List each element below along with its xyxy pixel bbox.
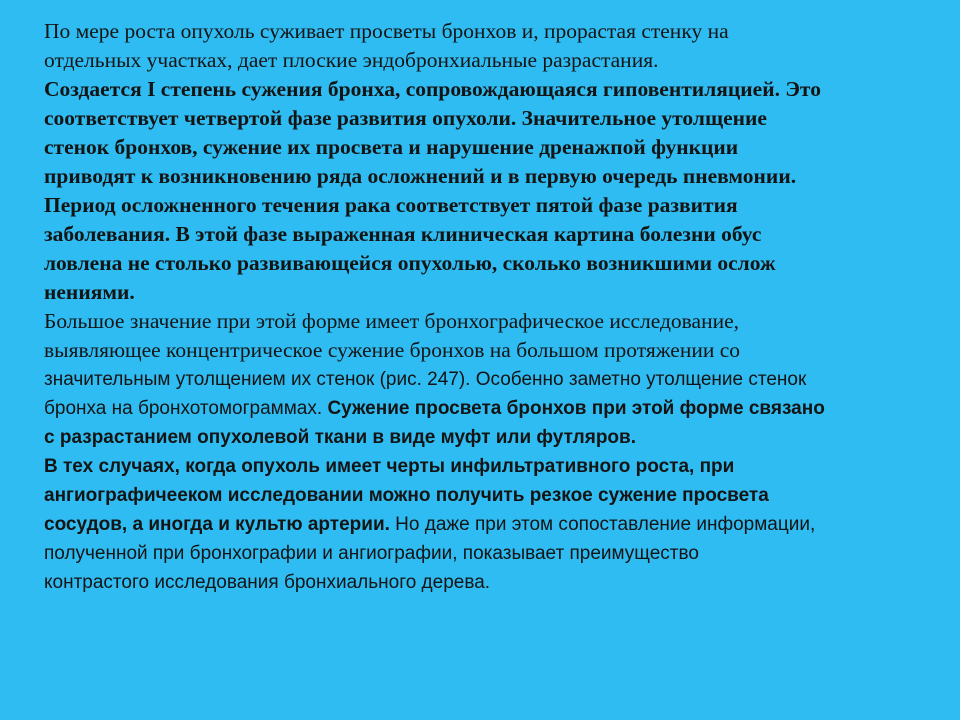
text-line-bold: Период осложненного течения рака соответствует пятой фазе развития	[44, 193, 738, 217]
text-line-mixed	[44, 394, 939, 423]
text-run: бронха на бронхотомограммах.	[44, 398, 328, 419]
text-run: Но даже при этом сопоставление информации,	[389, 514, 816, 535]
text-line-bold: ловлена не столько развивающейся опухолью, сколько возникшими ослож	[44, 251, 776, 275]
text-line: отдельных участках, дает плоские эндобронхиальные разрастания.	[44, 48, 659, 72]
text-line-mixed	[44, 510, 939, 539]
text-line-bold: стенок бронхов, сужение их просвета и нарушение дренажпой функции	[44, 135, 739, 159]
text-line: полученной при бронхографии и ангиографии, показывает преимущество	[44, 543, 699, 564]
text-run-bold: Сужение просвета бронхов при этой форме связано	[327, 398, 825, 419]
text-line-bold: приводят к возникновению ряда осложнений и в первую очередь пневмонии.	[44, 164, 797, 188]
text-line-bold: Создается I степень сужения бронха, сопровождающаяся гиповентиляцией. Это	[44, 77, 821, 101]
text-line: контрастого исследования бронхиального дерева.	[44, 572, 491, 593]
slide-text-block	[44, 17, 939, 597]
text-line-bold: соответствует четвертой фазе развития опухоли. Значительное утолщение	[44, 106, 767, 130]
text-line: Большое значение при этой форме имеет бронхографическое исследование,	[44, 309, 740, 333]
text-line: По мере роста опухоль суживает просветы бронхов и, прорастая стенку на	[44, 19, 729, 43]
text-line-bold: ангиографичееком исследовании можно получить резкое сужение просвета	[44, 485, 769, 506]
text-line: выявляющее концентрическое сужение бронхов на большом протяжении со	[44, 338, 741, 362]
text-line-bold: с разрастанием опухолевой ткани в виде муфт или футляров.	[44, 427, 636, 448]
text-run-bold: сосудов, а иногда и культю артерии.	[44, 514, 390, 535]
text-line: значительным утолщением их стенок (рис. 247). Особенно заметно утолщение стенок	[44, 369, 807, 390]
text-line-bold: В тех случаях, когда опухоль имеет черты инфильтративного роста, при	[44, 456, 735, 477]
text-line-bold: нениями.	[44, 280, 135, 304]
text-line-bold: заболевания. В этой фазе выраженная клиническая картина болезни обус	[44, 222, 762, 246]
